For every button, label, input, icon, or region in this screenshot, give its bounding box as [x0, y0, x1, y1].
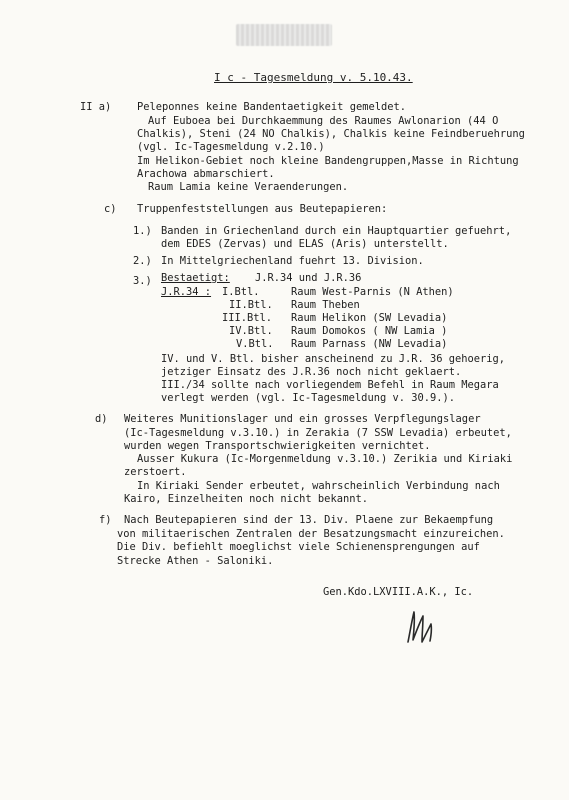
- d-line-6: In Kiriaki Sender erbeutet, wahrscheinlich Verbindung nach: [137, 480, 500, 492]
- c2-number: 2.): [133, 255, 152, 267]
- f-line-1: Nach Beutepapieren sind der 13. Div. Plaene zur Bekaempfung: [124, 514, 494, 526]
- d-line-5: zerstoert.: [124, 466, 187, 478]
- section-label-ii-a: II a): [80, 101, 112, 113]
- classification-stamp: [236, 24, 332, 46]
- c1-line-1: Banden in Griechenland durch ein Hauptquartier gefuehrt,: [161, 225, 512, 237]
- d-line-4: Ausser Kukura (Ic-Morgenmeldung v.3.10.) Zerikia und Kiriaki: [137, 453, 513, 465]
- btl-1-raum: Raum West-Parnis (N Athen): [291, 286, 454, 298]
- issuing-office: Gen.Kdo.LXVIII.A.K., Ic.: [323, 586, 474, 598]
- a-line-3: Chalkis), Steni (24 NO Chalkis), Chalkis keine Feindberuehrung: [137, 128, 525, 140]
- f-line-2: von militaerischen Zentralen der Besatzungsmacht einzureichen.: [117, 528, 505, 540]
- d-line-7: Kairo, Einzelheiten noch nicht bekannt.: [124, 493, 368, 505]
- a-line-2: Auf Euboea bei Durchkaemmung des Raumes Awlonarion (44 O: [148, 115, 499, 127]
- a-line-1: Peleponnes keine Bandentaetigkeit gemeldet.: [137, 101, 406, 113]
- a-line-6: Arachowa abmarschiert.: [137, 168, 275, 180]
- d-line-1: Weiteres Munitionslager und ein grosses Verpflegungslager: [124, 413, 481, 425]
- f-line-4: Strecke Athen - Saloniki.: [117, 555, 274, 567]
- section-label-d: d): [95, 413, 108, 425]
- d-line-3: wurden wegen Transportschwierigkeiten vernichtet.: [124, 440, 431, 452]
- c3-note-3: III./34 sollte nach vorliegendem Befehl in Raum Megara: [161, 379, 499, 391]
- c1-number: 1.): [133, 225, 152, 237]
- c3-note-4: verlegt werden (vgl. Ic-Tagesmeldung v. 30.9.).: [161, 392, 456, 404]
- btl-3-name: III.Btl.: [222, 312, 273, 324]
- btl-prefix: J.R.34 :: [161, 286, 212, 298]
- a-line-5: Im Helikon-Gebiet noch kleine Bandengruppen,Masse in Richtung: [137, 155, 519, 167]
- btl-2-raum: Raum Theben: [291, 299, 360, 311]
- d-line-2: (Ic-Tagesmeldung v.3.10.) in Zerakia (7 SSW Levadia) erbeutet,: [124, 427, 512, 439]
- a-line-7: Raum Lamia keine Veraenderungen.: [148, 181, 349, 193]
- a-line-4: (vgl. Ic-Tagesmeldung v.2.10.): [137, 141, 325, 153]
- c3-number: 3.): [133, 275, 152, 287]
- section-label-f: f): [99, 514, 112, 526]
- document-title: I c - Tagesmeldung v. 5.10.43.: [214, 71, 413, 84]
- btl-1-name: I.Btl.: [222, 286, 260, 298]
- handwritten-signature: [400, 606, 442, 648]
- btl-3-raum: Raum Helikon (SW Levadia): [291, 312, 448, 324]
- btl-5-raum: Raum Parnass (NW Levadia): [291, 338, 448, 350]
- btl-2-name: II.Btl.: [229, 299, 273, 311]
- c3-note-1: IV. und V. Btl. bisher anscheinend zu J.R. 36 gehoerig,: [161, 353, 506, 365]
- c3-note-2: jetziger Einsatz des J.R.36 noch nicht geklaert.: [161, 366, 462, 378]
- btl-4-raum: Raum Domokos ( NW Lamia ): [291, 325, 448, 337]
- c-heading: Truppenfeststellungen aus Beutepapieren:: [137, 203, 388, 215]
- c3-value: J.R.34 und J.R.36: [255, 272, 362, 284]
- section-label-c: c): [104, 203, 117, 215]
- f-line-3: Die Div. befiehlt moeglichst viele Schienensprengungen auf: [117, 541, 480, 553]
- c1-line-2: dem EDES (Zervas) und ELAS (Aris) unterstellt.: [161, 238, 449, 250]
- btl-4-name: IV.Btl.: [229, 325, 273, 337]
- c3-label: Bestaetigt:: [161, 272, 230, 284]
- c2-text: In Mittelgriechenland fuehrt 13. Division.: [161, 255, 424, 267]
- btl-5-name: V.Btl.: [236, 338, 274, 350]
